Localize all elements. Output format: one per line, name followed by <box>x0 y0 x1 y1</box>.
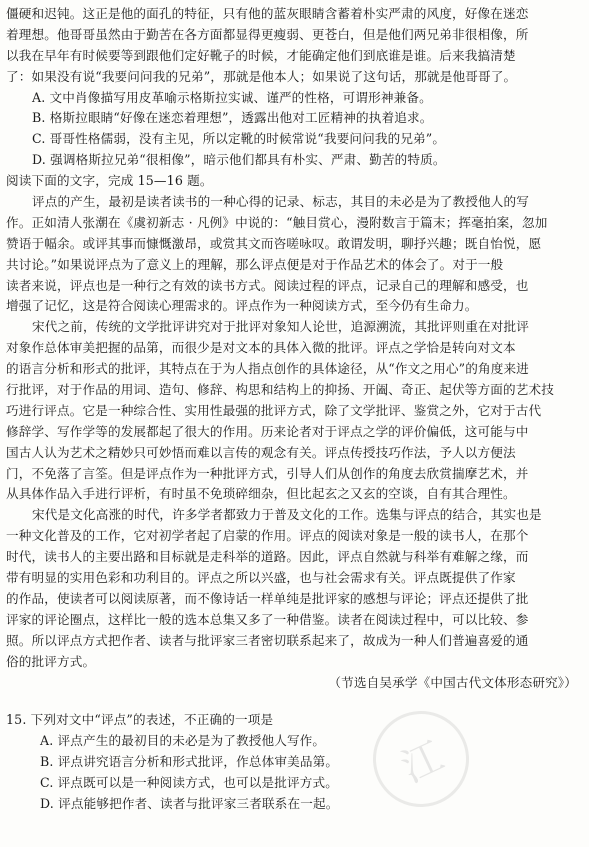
story-excerpt <box>6 4 581 88</box>
question-15-stem: 15. 下列对文中“评点”的表述，不正确的一项是 <box>6 712 274 728</box>
text-line: 评家的评论圈点，这样比一般的选本总集又多了一种借鉴。读者在阅读过程中，可以比较、参 <box>6 611 529 627</box>
reading-passage <box>6 192 581 672</box>
text-line: 评点的产生，最初是读者读书的一种心得的记录、标志，其目的未必是为了教授他人的写 <box>32 194 530 210</box>
text-line: 行批评，对于作品的用词、造句、修辞、构思和结构上的抑扬、开阖、奇正、起伏等方面的艺术技 <box>6 382 554 398</box>
answer-option: D. 强调格斯拉兄弟“很相像”，暗示他们都具有朴实、严肃、勤苦的特质。 <box>32 152 446 168</box>
text-line: 的语言分析和形式的批评，其特点在于为人指点创作的具体途径，从“作文之用心”的角度来进 <box>6 361 529 377</box>
question-15-options <box>6 731 581 815</box>
text-line: 一种文化普及的工作，它对初学者起了启蒙的作用。评点的阅读对象是一般的读书人，在那个 <box>6 528 529 544</box>
watermark-stamp: 江 <box>357 695 485 823</box>
exam-page <box>6 4 581 815</box>
text-line: 宋代是文化高涨的时代，许多学者都致力于普及文化的工作。选集与评点的结合，其实也是 <box>32 507 542 523</box>
text-line: 修辞学、写作学等的发展都起了很大的作用。历来论者对于评点之学的评价偏低，这可能与中 <box>6 423 529 439</box>
answer-option: B. 格斯拉眼睛“好像在迷恋着理想”，透露出他对工匠精神的执着追求。 <box>32 110 433 126</box>
text-line: 照。所以评点方式把作者、读者与批评家三者密切联系起来了，故成为一种人们普遍喜爱的通 <box>6 632 529 648</box>
answer-option: C. 评点既可以是一种阅读方式，也可以是批评方式。 <box>40 775 339 791</box>
text-line: 门，不免落了言筌。但是评点作为一种批评方式，引导人们从创作的角度去欣赏揣摩艺术，并 <box>6 465 529 481</box>
answer-option: A. 文中肖像描写用皮革喻示格斯拉实诚、谨严的性格，可谓形神兼备。 <box>32 89 432 105</box>
answer-option: C. 哥哥性格儒弱，没有主见，所以定靴的时候常说“我要问问我的兄弟”。 <box>32 131 446 147</box>
text-line: 俗的批评方式。 <box>6 653 96 669</box>
text-line: 作。正如清人张潮在《虞初新志 · 凡例》中说的：“触目赏心，漫附数言于篇末；挥毫拍案，忽加 <box>6 214 548 230</box>
text-line: 国古人认为艺术之精妙只可妙悟而难以言传的观念有关。评点传授技巧作法，予人以方便法 <box>6 444 516 460</box>
paragraph <box>6 192 581 317</box>
spacer <box>6 693 581 710</box>
previous-question-options <box>6 88 581 172</box>
text-line: 读者来说，评点也是一种行之有效的读书方式。阅读过程的评点，记录自己的理解和感受，也 <box>6 277 529 293</box>
section-heading: 阅读下面的文字，完成 15—16 题。 <box>6 173 213 189</box>
answer-option: A. 评点产生的最初目的未必是为了教授他人写作。 <box>40 733 326 749</box>
text-line: 共讨论。”如果说评点为了意义上的理解，那么评点便是对于作品艺术的体会了。对于一般 <box>6 256 504 272</box>
text-line: 增强了记忆，这是符合阅读心理需求的。评点作为一种阅读方式，至今仍有生命力。 <box>6 298 478 314</box>
paragraph <box>6 505 581 672</box>
text-line: 从具体作品入手进行评析，有时虽不免琐碎细杂，但比起玄之又玄的空谈，自有其合理性。 <box>6 486 516 502</box>
text-line: 的作品，使读者可以阅读原著，而不像诗话一样单纯是批评家的感想与评论；评点还提供了批 <box>6 590 529 606</box>
text-line: 着理想。他哥哥虽然由于勤苦在各方面都显得更瘦弱、更苍白，但是他们两兄弟非很相像，所 <box>6 26 529 42</box>
text-line: 宋代之前，传统的文学批评讲究对于批评对象知人论世，追源溯流，其批评则重在对批评 <box>32 319 530 335</box>
text-line: 巧进行评点。它是一种综合性、实用性最强的批评方式，除了文学批评、鉴赏之外，它对于古代 <box>6 402 542 418</box>
answer-option: D. 评点能够把作者、读者与批评家三者联系在一起。 <box>40 795 339 811</box>
answer-option: B. 评点讲究语言分析和形式批评，作总体审美品第。 <box>40 754 339 770</box>
text-line: 时代，读书人的主要出路和目标就是走科举的道路。因此，评点自然就与科举有难解之缘，而 <box>6 549 529 565</box>
text-line: 了：如果没有说“我要问问我的兄弟”，那就是他本人；如果说了这句话，那就是他哥哥了。 <box>6 68 517 84</box>
text-line: 对象作总体审美把握的品第，而很少是对文本的具体入微的批评。评点之学恰是转向对文本 <box>6 340 516 356</box>
paragraph <box>6 317 581 505</box>
text-line: 僵硬和迟钝。这正是他的面孔的特征，只有他的蓝灰眼睛含蓄着朴实严肃的风度，好像在迷恋 <box>6 6 529 21</box>
text-line: 带有明显的实用色彩和功利目的。评点之所以兴盛，也与社会需求有关。评点既提供了作家 <box>6 570 516 586</box>
source-citation: （节选自吴承学《中国古代文体形态研究》） <box>328 674 577 690</box>
text-line: 赞语于幅余。或评其事而慷慨激昂，或赏其文而咨嗟咏叹。敢谓发明，聊抒兴趣；既自怡悦，愿 <box>6 235 542 251</box>
text-line: 以我在早年有时候要等到跟他们定好靴子的时候，才能确定他们到底谁是谁。后来我搞清楚 <box>6 47 516 63</box>
